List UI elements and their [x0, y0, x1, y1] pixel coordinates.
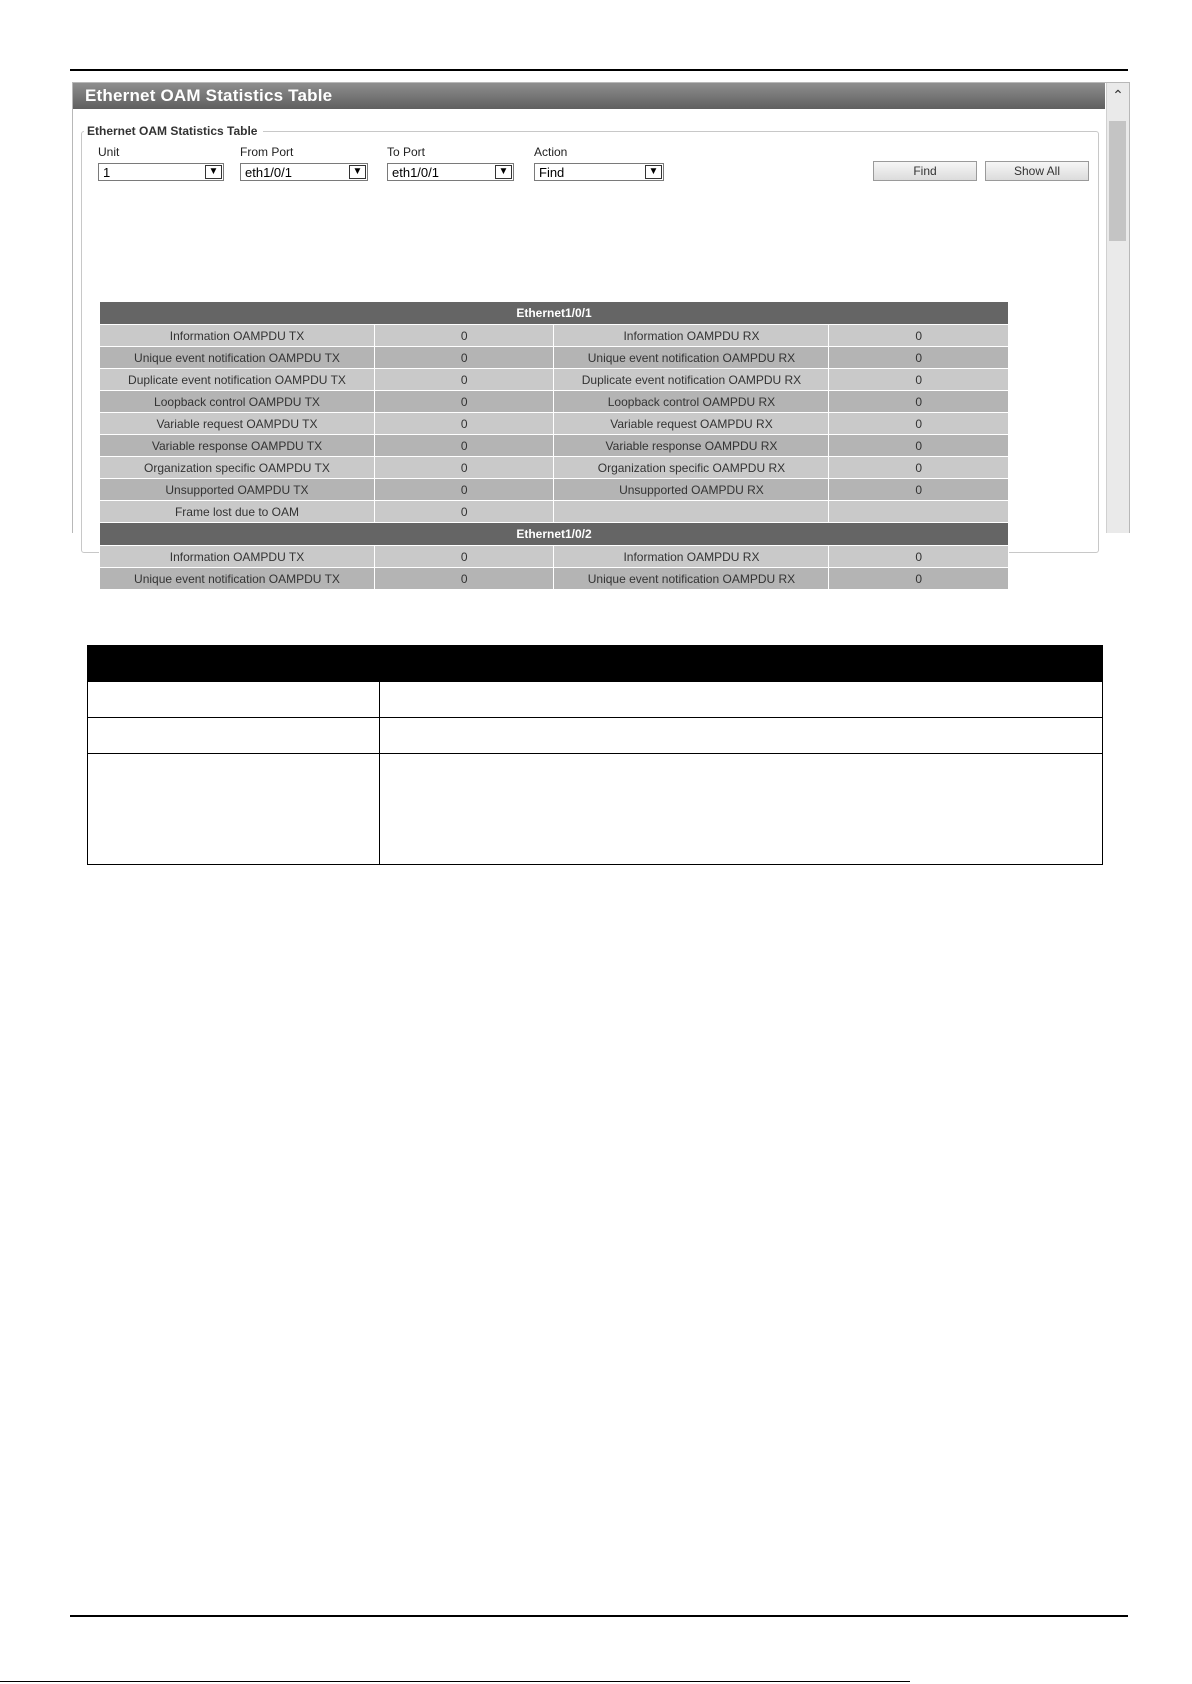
parameter-row — [88, 754, 1103, 865]
stat-rx-label: Unique event notification OAMPDU RX — [554, 568, 829, 590]
chevron-down-icon[interactable]: ▼ — [645, 165, 662, 179]
table-row — [100, 435, 1009, 457]
stat-tx-label: Information OAMPDU TX — [100, 546, 375, 568]
stat-tx-value: 0 — [374, 413, 554, 435]
parameter-description-cell — [380, 754, 1103, 865]
parameter-row — [88, 718, 1103, 754]
table-row — [100, 347, 1009, 369]
top-rule — [70, 69, 1128, 71]
stat-tx-value: 0 — [374, 347, 554, 369]
stat-tx-label: Variable request OAMPDU TX — [100, 413, 375, 435]
port-header: Ethernet1/0/1 — [100, 302, 1009, 325]
stat-tx-label: Unique event notification OAMPDU TX — [100, 347, 375, 369]
stat-tx-label: Duplicate event notification OAMPDU TX — [100, 369, 375, 391]
stat-tx-value: 0 — [374, 501, 554, 523]
stat-rx-label: Organization specific OAMPDU RX — [554, 457, 829, 479]
to-port-select-value: eth1/0/1 — [392, 165, 439, 180]
chevron-down-icon[interactable]: ▼ — [349, 165, 366, 179]
stat-rx-label: Loopback control OAMPDU RX — [554, 391, 829, 413]
stat-rx-value: 0 — [829, 435, 1009, 457]
to-port-label: To Port — [387, 145, 426, 159]
action-label: Action — [534, 145, 568, 159]
parameter-table — [87, 645, 1103, 865]
stat-tx-value: 0 — [374, 479, 554, 501]
parameter-name-cell — [88, 718, 380, 754]
unit-select[interactable] — [98, 163, 224, 181]
stat-tx-value: 0 — [374, 391, 554, 413]
parameter-table-header-row — [88, 646, 1103, 682]
stat-tx-label: Variable response OAMPDU TX — [100, 435, 375, 457]
stat-tx-label: Unique event notification OAMPDU TX — [100, 568, 375, 590]
find-button[interactable]: Find — [873, 161, 977, 181]
stat-rx-value: 0 — [829, 546, 1009, 568]
stat-rx-label: Variable request OAMPDU RX — [554, 413, 829, 435]
stat-tx-label: Loopback control OAMPDU TX — [100, 391, 375, 413]
port-header-row — [100, 523, 1009, 546]
stat-tx-value: 0 — [374, 568, 554, 590]
parameter-description-cell — [380, 718, 1103, 754]
parameter-description-cell — [380, 682, 1103, 718]
unit-label: Unit — [98, 145, 120, 159]
table-row — [100, 325, 1009, 347]
table-row — [100, 546, 1009, 568]
to-port-select[interactable] — [387, 163, 514, 181]
stat-tx-label: Information OAMPDU TX — [100, 325, 375, 347]
stat-rx-label — [554, 501, 829, 523]
unit-select-value: 1 — [103, 165, 111, 180]
stat-tx-value: 0 — [374, 546, 554, 568]
stat-rx-label: Information OAMPDU RX — [554, 546, 829, 568]
table-row — [100, 369, 1009, 391]
table-row — [100, 413, 1009, 435]
stat-rx-value: 0 — [829, 325, 1009, 347]
table-row — [100, 479, 1009, 501]
window-title-bar — [73, 83, 1105, 109]
from-port-select-value: eth1/0/1 — [245, 165, 292, 180]
stat-rx-value: 0 — [829, 479, 1009, 501]
stat-tx-label: Unsupported OAMPDU TX — [100, 479, 375, 501]
stat-rx-label: Unsupported OAMPDU RX — [554, 479, 829, 501]
chevron-down-icon[interactable]: ▼ — [205, 165, 222, 179]
from-port-label: From Port — [240, 145, 294, 159]
parameter-table-header — [88, 646, 1103, 682]
action-select[interactable] — [534, 163, 664, 181]
footer-rule — [0, 1681, 910, 1682]
stat-tx-value: 0 — [374, 457, 554, 479]
stat-tx-value: 0 — [374, 435, 554, 457]
table-row — [100, 391, 1009, 413]
stat-rx-value: 0 — [829, 347, 1009, 369]
parameter-row — [88, 682, 1103, 718]
scroll-up-icon[interactable]: ⌃ — [1112, 87, 1124, 103]
parameter-name-cell — [88, 754, 380, 865]
stat-rx-label: Unique event notification OAMPDU RX — [554, 347, 829, 369]
show-all-button[interactable]: Show All — [985, 161, 1089, 181]
stat-rx-label: Variable response OAMPDU RX — [554, 435, 829, 457]
stat-rx-label: Information OAMPDU RX — [554, 325, 829, 347]
stat-rx-value: 0 — [829, 457, 1009, 479]
stat-rx-value: 0 — [829, 369, 1009, 391]
port-header-row — [100, 302, 1009, 325]
screenshot-window — [72, 82, 1130, 586]
bottom-rule — [70, 1615, 1128, 1617]
scroll-thumb[interactable] — [1109, 121, 1126, 241]
action-select-value: Find — [539, 165, 565, 180]
window-title: Ethernet OAM Statistics Table — [85, 86, 333, 105]
from-port-select[interactable] — [240, 163, 368, 181]
stat-rx-value — [829, 501, 1009, 523]
group-legend: Ethernet OAM Statistics Table — [84, 124, 263, 138]
vertical-scrollbar[interactable] — [1106, 83, 1129, 533]
stat-tx-label: Organization specific OAMPDU TX — [100, 457, 375, 479]
chevron-down-icon[interactable]: ▼ — [495, 165, 512, 179]
stat-tx-value: 0 — [374, 369, 554, 391]
parameter-name-cell — [88, 682, 380, 718]
stat-rx-label: Duplicate event notification OAMPDU RX — [554, 369, 829, 391]
table-row — [100, 568, 1009, 590]
port-header: Ethernet1/0/2 — [100, 523, 1009, 546]
stat-tx-label: Frame lost due to OAM — [100, 501, 375, 523]
stat-rx-value: 0 — [829, 391, 1009, 413]
stat-rx-value: 0 — [829, 413, 1009, 435]
table-row — [100, 501, 1009, 523]
stat-rx-value: 0 — [829, 568, 1009, 590]
table-row — [100, 457, 1009, 479]
stat-tx-value: 0 — [374, 325, 554, 347]
oam-statistics-table — [99, 301, 1009, 590]
